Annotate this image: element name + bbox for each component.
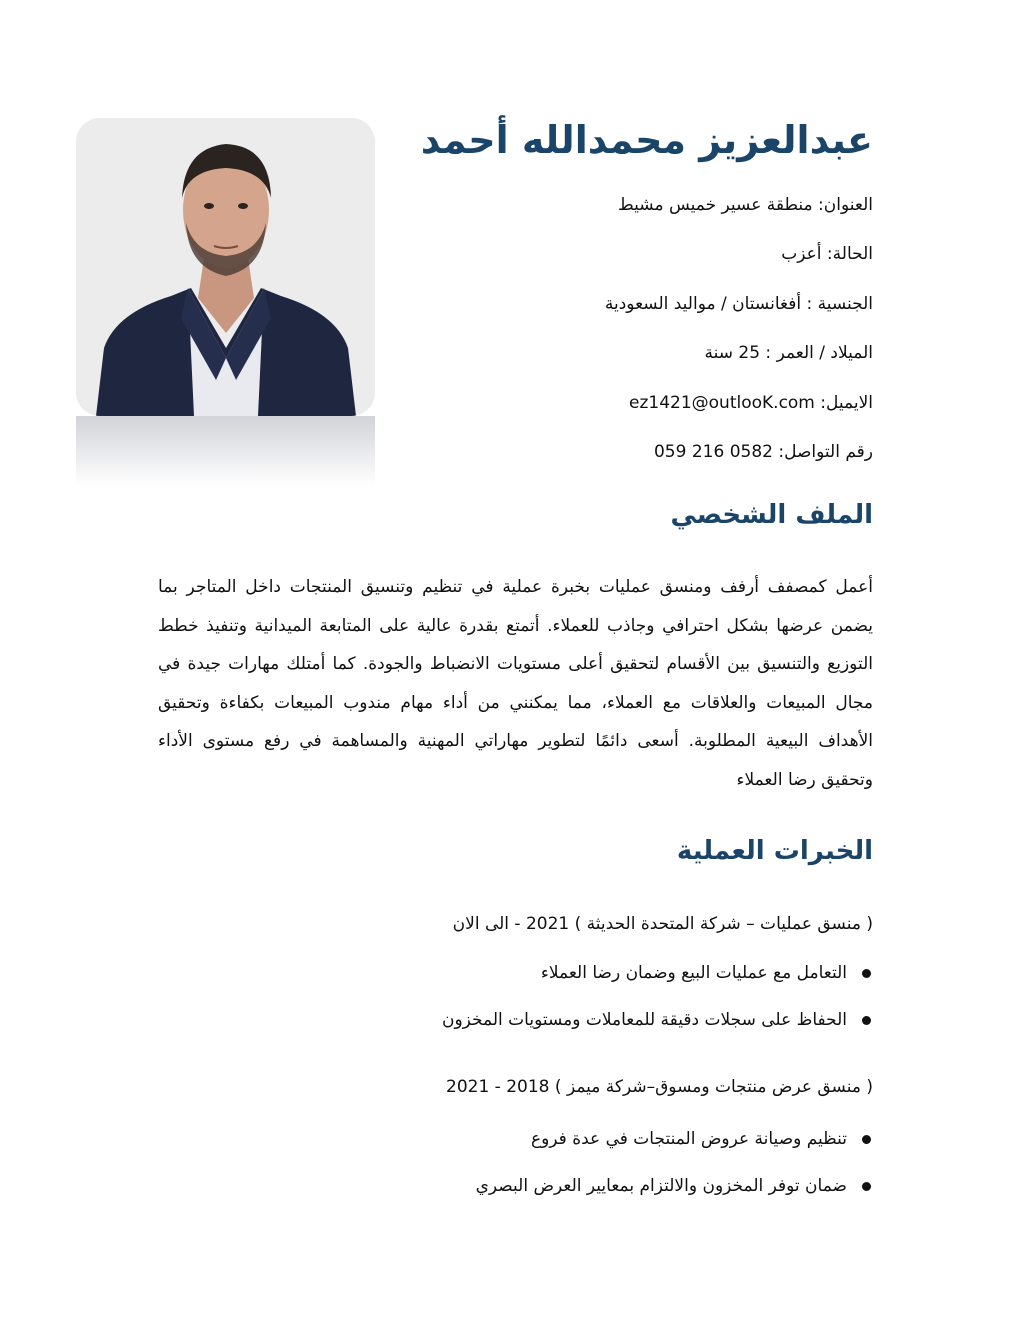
job-title-2: ( منسق عرض منتجات ومسوق–شركة ميمز ) 2018 - 2021	[446, 1077, 873, 1097]
bullet-dot-icon	[862, 1135, 871, 1144]
profile-photo-container	[76, 118, 375, 498]
job-1-bullet-list	[442, 959, 873, 1053]
phone-line: رقم التواصل: 0582 216 059	[653, 441, 873, 462]
address-line: العنوان: منطقة عسير خميس مشيط	[618, 195, 873, 215]
profile-text: أعمل كمصفف أرفف ومنسق عمليات بخبرة عملية في تنظيم وتنسيق المنتجات داخل المتاجر بما يضمن عرضها بشكل احترافي وجاذب للعملاء. أتمتع بقدرة عالية على المتابعة الميدانية وتنفيذ خطط التوزيع والتنسيق بين الأقسام لتحقيق أعلى مستويات الانضباط والجودة. كما أمتلك مهارات جيدة في مجال المبيعات والعلاقات مع العملاء، مما يمكنني من أداء مهام مندوب المبيعات بكفاءة وتحقيق الأهداف البيعية المطلوبة. أسعى دائمًا لتطوير مهاراتي المهنية والمساهمة في رفع مستوى الأداء وتحقيق رضا العملاء	[158, 577, 873, 790]
bullet-dot-icon	[862, 1182, 871, 1191]
job-2-bullet-list	[476, 1125, 873, 1219]
contact-info-list	[605, 190, 873, 486]
profile-section-title: الملف الشخصي	[670, 500, 873, 530]
email-line: الايميل: ez1421@outlooK.com	[629, 392, 873, 413]
job-2-bullet: تنظيم وصيانة عروض المنتجات في عدة فروع	[476, 1125, 873, 1172]
bullet-dot-icon	[862, 1016, 871, 1025]
photo-reflection	[76, 416, 375, 498]
job-1-bullet: التعامل مع عمليات البيع وضمان رضا العملاء	[442, 959, 873, 1006]
job-2-bullet: ضمان توفر المخزون والالتزام بمعايير العرض البصري	[476, 1172, 873, 1219]
nationality-line: الجنسية : أفغانستان / مواليد السعودية	[604, 293, 873, 314]
profile-photo	[76, 118, 375, 416]
job-1-bullet: الحفاظ على سجلات دقيقة للمعاملات ومستويات المخزون	[442, 1006, 873, 1053]
age-line: الميلاد / العمر : 25 سنة	[704, 343, 873, 364]
person-portrait-image	[76, 118, 375, 416]
job-title-1: ( منسق عمليات – شركة المتحدة الحديثة ) 2021 - الى الان	[452, 914, 873, 934]
marital-status-line: الحالة: أعزب	[781, 244, 873, 265]
experience-section-title: الخبرات العملية	[676, 836, 873, 866]
bullet-dot-icon	[862, 969, 871, 978]
person-name: عبدالعزيز محمدالله أحمد	[420, 118, 873, 162]
